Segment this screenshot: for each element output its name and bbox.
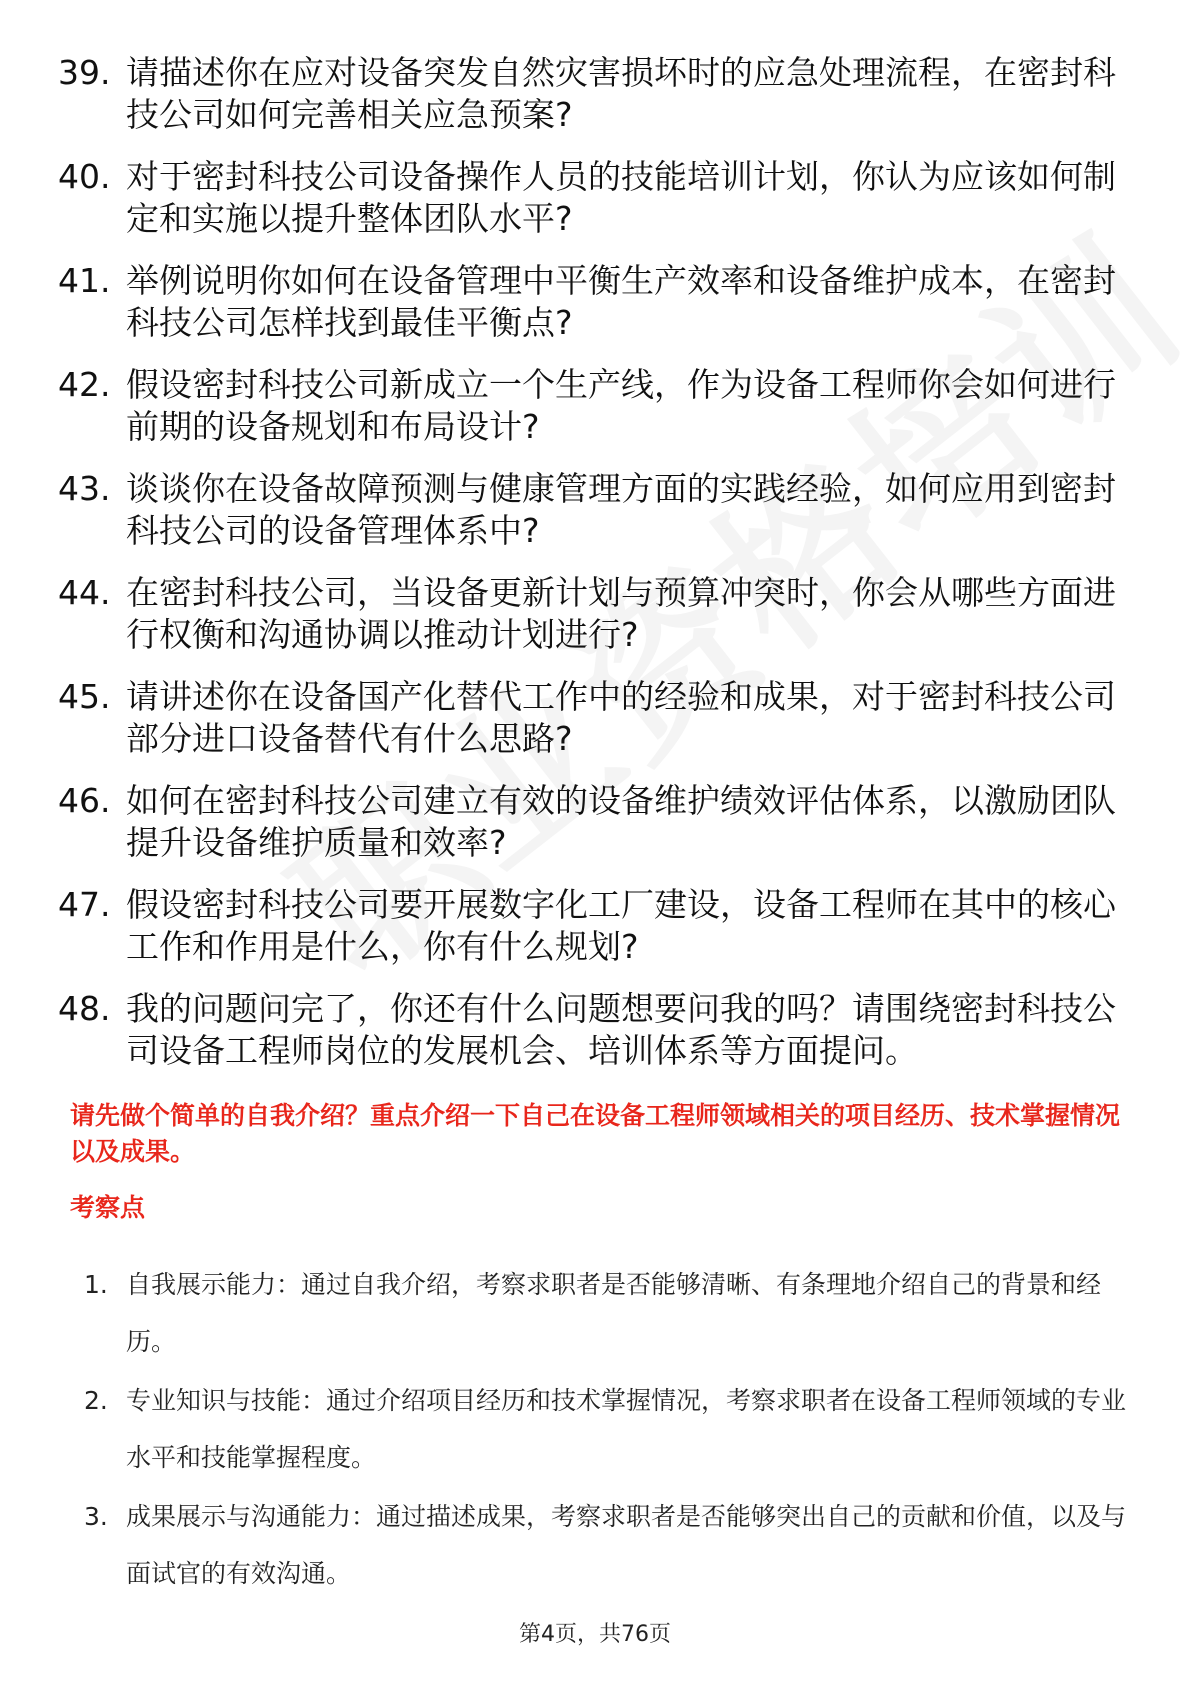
- question-item: [58, 260, 1138, 364]
- question-item: [58, 988, 1138, 1092]
- point-number: 2.: [84, 1386, 108, 1415]
- question-item: [58, 52, 1138, 156]
- point-number: 3.: [84, 1502, 108, 1531]
- question-number: 47.: [58, 885, 111, 924]
- page-footer: 第4页，共76页: [519, 1622, 671, 1647]
- point-text: 自我展示能力：通过自我介绍，考察求职者是否能够清晰、有条理地介绍自己的背景和经历。: [126, 1270, 1102, 1356]
- question-item: [58, 364, 1138, 468]
- question-number: 43.: [58, 469, 111, 508]
- question-text: 请讲述你在设备国产化替代工作中的经验和成果，对于密封科技公司部分进口设备替代有什么思路?: [126, 677, 1116, 758]
- point-text: 专业知识与技能：通过介绍项目经历和技术掌握情况，考察求职者在设备工程师领域的专业水平和技能掌握程度。: [126, 1386, 1127, 1472]
- question-number: 39.: [58, 53, 111, 92]
- question-number: 44.: [58, 573, 111, 612]
- question-text: 在密封科技公司，当设备更新计划与预算冲突时，你会从哪些方面进行权衡和沟通协调以推动计划进行?: [126, 573, 1116, 654]
- question-text: 假设密封科技公司新成立一个生产线，作为设备工程师你会如何进行前期的设备规划和布局设计?: [126, 365, 1116, 446]
- question-item: [58, 156, 1138, 260]
- question-list: [58, 52, 1138, 1092]
- question-text: 如何在密封科技公司建立有效的设备维护绩效评估体系，以激励团队提升设备维护质量和效率?: [126, 781, 1116, 862]
- question-item: [58, 572, 1138, 676]
- assessment-point: [84, 1372, 1144, 1488]
- question-text: 请描述你在应对设备突发自然灾害损坏时的应急处理流程，在密封科技公司如何完善相关应急预案?: [126, 53, 1116, 134]
- assessment-point: [84, 1256, 1144, 1372]
- question-text: 对于密封科技公司设备操作人员的技能培训计划，你认为应该如何制定和实施以提升整体团队水平?: [126, 157, 1116, 238]
- question-number: 40.: [58, 157, 111, 196]
- section-title: 请先做个简单的自我介绍？重点介绍一下自己在设备工程师领域相关的项目经历、技术掌握情况以及成果。: [70, 1101, 1121, 1166]
- question-number: 46.: [58, 781, 111, 820]
- question-number: 42.: [58, 365, 111, 404]
- question-number: 48.: [58, 989, 111, 1028]
- assessment-points-list: [84, 1256, 1144, 1604]
- question-item: [58, 884, 1138, 988]
- points-heading: 考察点: [70, 1193, 146, 1222]
- question-item: [58, 468, 1138, 572]
- assessment-point: [84, 1488, 1144, 1604]
- question-item: [58, 676, 1138, 780]
- question-text: 举例说明你如何在设备管理中平衡生产效率和设备维护成本，在密封科技公司怎样找到最佳平衡点?: [126, 261, 1116, 342]
- question-number: 41.: [58, 261, 111, 300]
- question-text: 假设密封科技公司要开展数字化工厂建设，设备工程师在其中的核心工作和作用是什么，你有什么规划?: [126, 885, 1116, 966]
- question-text: 谈谈你在设备故障预测与健康管理方面的实践经验，如何应用到密封科技公司的设备管理体系中?: [126, 469, 1116, 550]
- point-number: 1.: [84, 1270, 108, 1299]
- question-item: [58, 780, 1138, 884]
- question-text: 我的问题问完了，你还有什么问题想要问我的吗？请围绕密封科技公司设备工程师岗位的发展机会、培训体系等方面提问。: [126, 989, 1116, 1070]
- point-text: 成果展示与沟通能力：通过描述成果，考察求职者是否能够突出自己的贡献和价值，以及与面试官的有效沟通。: [126, 1502, 1127, 1588]
- question-number: 45.: [58, 677, 111, 716]
